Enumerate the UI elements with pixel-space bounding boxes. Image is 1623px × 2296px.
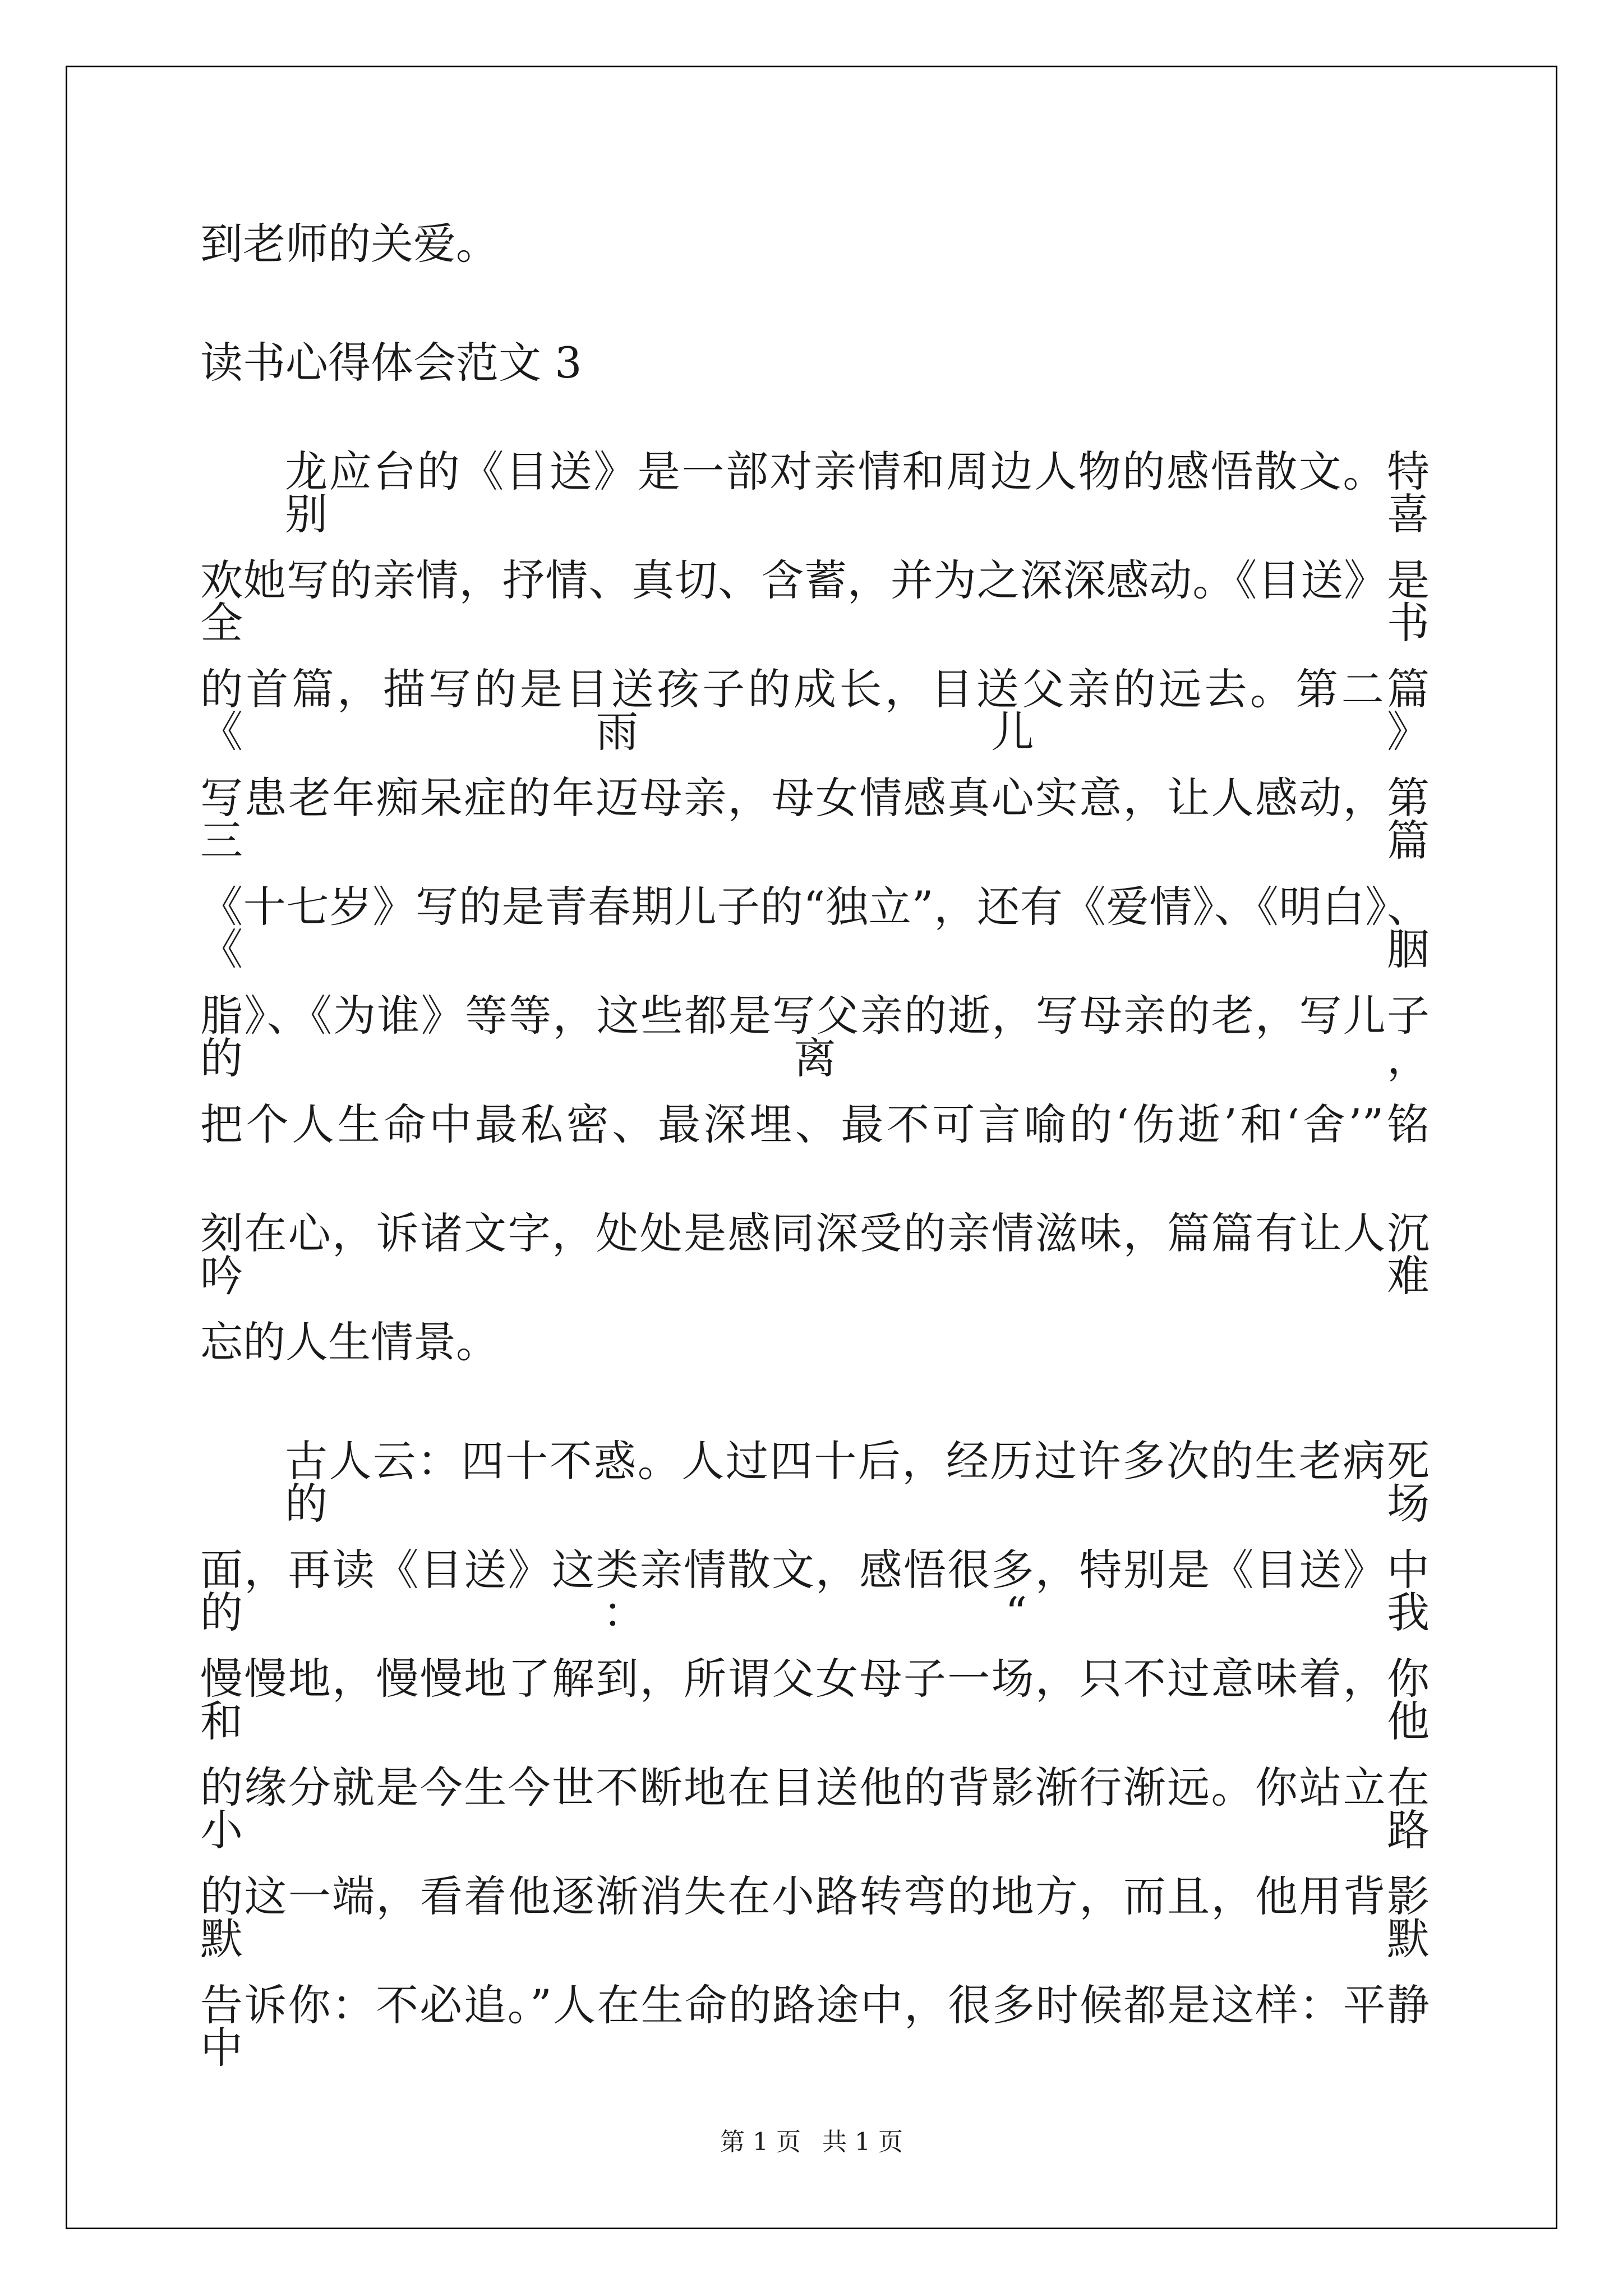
text-line: 把个人生命中最私密、最深埋、最不可言喻的‘伤逝’和‘舍’”铭 — [200, 1099, 1430, 1149]
text-line: 《十七岁》写的是青春期儿子的“独立”，还有《爱情》、《明白》、《胭 — [200, 882, 1430, 974]
text-line: 的缘分就是今生今世不断地在目送他的背影渐行渐远。你站立在小路 — [200, 1763, 1430, 1855]
page-total: 共 1 页 — [822, 2128, 903, 2156]
text-line: 面，再读《目送》这类亲情散文，感悟很多，特别是《目送》中的：“我 — [200, 1545, 1430, 1637]
text-line: 忘的人生情景。 — [200, 1317, 499, 1367]
text-line: 的这一端，看着他逐渐消失在小路转弯的地方，而且，他用背影默默 — [200, 1871, 1430, 1964]
text-line: 古人云：四十不惑。人过四十后，经历过许多次的生老病死的场 — [285, 1436, 1430, 1529]
text-line: 写患老年痴呆症的年迈母亲，母女情感真心实意，让人感动，第三篇 — [200, 773, 1430, 866]
section-heading: 读书心得体会范文 3 — [200, 338, 582, 388]
text-line: 龙应台的《目送》是一部对亲情和周边人物的感悟散文。特别喜 — [285, 447, 1430, 539]
text-line: 脂》、《为谁》等等，这些都是写父亲的逝，写母亲的老，写儿子的离， — [200, 991, 1430, 1083]
page-number: 第 1 页 — [720, 2128, 801, 2156]
text-line: 告诉你：不必追。”人在生命的路途中，很多时候都是这样：平静中 — [200, 1980, 1430, 2073]
page-footer — [0, 2130, 1623, 2155]
text-line: 欢她写的亲情，抒情、真切、含蓄，并为之深深感动。《目送》是全书 — [200, 555, 1430, 648]
text-line: 刻在心，诉诸文字，处处是感同深受的亲情滋味，篇篇有让人沉吟难 — [200, 1208, 1430, 1301]
text-line: 慢慢地，慢慢地了解到，所谓父女母子一场，只不过意味着，你和他 — [200, 1654, 1430, 1746]
text-line: 的首篇，描写的是目送孩子的成长，目送父亲的远去。第二篇《雨儿》 — [200, 664, 1430, 757]
text-line: 到老师的关爱。 — [200, 219, 499, 269]
